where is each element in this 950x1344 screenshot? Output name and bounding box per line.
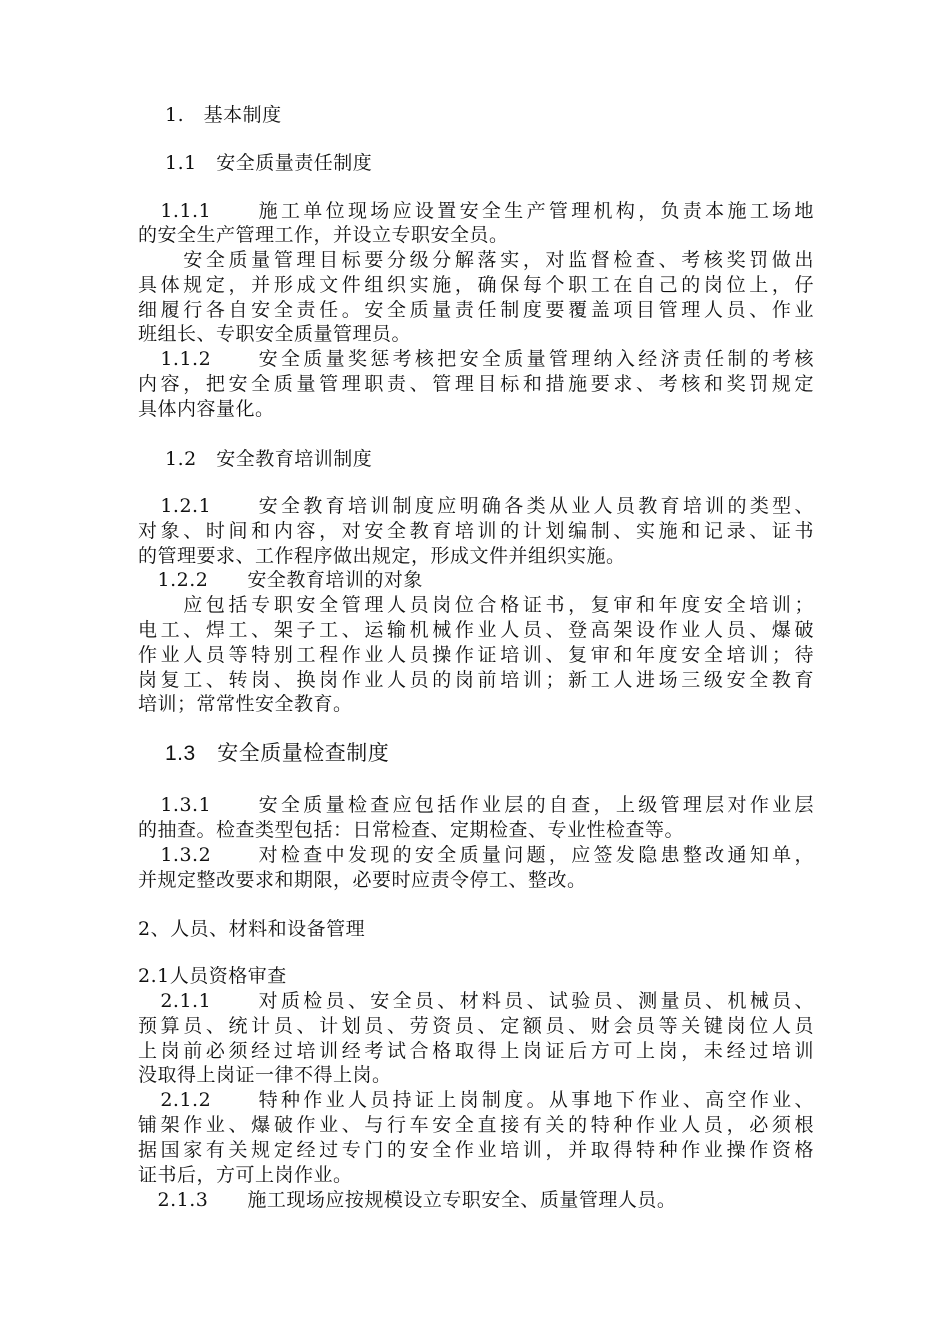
paragraph-1-3-2-line-2: 并规定整改要求和期限，必要时应责令停工、整改。 xyxy=(138,869,587,891)
paragraph-2-1-2-line-3: 据国家有关规定经过专门的安全作业培训，并取得特种作业操作资格 xyxy=(138,1139,814,1161)
paragraph-1-2-1-line-3: 的管理要求、工作程序做出规定，形成文件并组织实施。 xyxy=(138,545,626,567)
section-2-1-heading: 2.1人员资格审查 xyxy=(138,965,287,987)
paragraph-2-1-2-line-1: 2.1.2 特种作业人员持证上岗制度。从事地下作业、高空作业、 xyxy=(138,1089,814,1111)
paragraph-1-1-2-line-3: 具体内容量化。 xyxy=(138,398,275,420)
paragraph-1-2-2b-line-2: 电工、焊工、架子工、运输机械作业人员、登高架设作业人员、爆破 xyxy=(138,619,814,641)
paragraph-1-2-2-line-1: 1.2.2 安全教育培训的对象 xyxy=(138,569,423,591)
paragraph-2-1-2-line-2: 铺架作业、爆破作业、与行车安全直接有关的特种作业人员，必须根 xyxy=(138,1114,814,1136)
paragraph-2-1-1-line-4: 没取得上岗证一律不得上岗。 xyxy=(138,1064,392,1086)
paragraph-2-1-1-line-2: 预算员、统计员、计划员、劳资员、定额员、财会员等关键岗位人员 xyxy=(138,1015,814,1037)
paragraph-1-1-1b-line-3: 细履行各自安全责任。安全质量责任制度要覆盖项目管理人员、作业 xyxy=(138,299,814,321)
paragraph-1-1-1-line-1: 1.1.1 施工单位现场应设置安全生产管理机构，负责本施工场地 xyxy=(138,200,814,222)
paragraph-1-2-1-line-2: 对象、时间和内容，对安全教育培训的计划编制、实施和记录、证书 xyxy=(138,520,814,542)
paragraph-1-2-2b-line-5: 培训；常常性安全教育。 xyxy=(138,693,353,715)
paragraph-1-1-1b-line-1: 安全质量管理目标要分级分解落实，对监督检查、考核奖罚做出 xyxy=(138,249,814,271)
paragraph-2-1-1-line-1: 2.1.1 对质检员、安全员、材料员、试验员、测量员、机械员、 xyxy=(138,990,814,1012)
paragraph-1-1-1b-line-4: 班组长、专职安全质量管理员。 xyxy=(138,323,412,345)
section-1-heading: 1. 基本制度 xyxy=(165,104,282,126)
paragraph-1-3-1-line-2: 的抽查。检查类型包括：日常检查、定期检查、专业性检查等。 xyxy=(138,819,685,841)
paragraph-1-1-2-line-2: 内容，把安全质量管理职责、管理目标和措施要求、考核和奖罚规定 xyxy=(138,373,814,395)
paragraph-1-1-1b-line-2: 具体规定，并形成文件组织实施，确保每个职工在自己的岗位上，仔 xyxy=(138,274,814,296)
paragraph-2-1-1-line-3: 上岗前必须经过培训经考试合格取得上岗证后方可上岗，未经过培训 xyxy=(138,1040,814,1062)
section-1-3-heading: 1.3 安全质量检查制度 xyxy=(165,742,390,765)
paragraph-1-1-1-line-2: 的安全生产管理工作，并设立专职安全员。 xyxy=(138,224,509,246)
paragraph-1-2-1-line-1: 1.2.1 安全教育培训制度应明确各类从业人员教育培训的类型、 xyxy=(138,495,814,517)
paragraph-1-1-2-line-1: 1.1.2 安全质量奖惩考核把安全质量管理纳入经济责任制的考核 xyxy=(138,348,814,370)
paragraph-1-3-1-line-1: 1.3.1 安全质量检查应包括作业层的自查，上级管理层对作业层 xyxy=(138,794,814,816)
section-1-2-heading: 1.2 安全教育培训制度 xyxy=(165,448,373,470)
section-1-1-heading: 1.1 安全质量责任制度 xyxy=(165,152,373,174)
paragraph-2-1-3-line-1: 2.1.3 施工现场应按规模设立专职安全、质量管理人员。 xyxy=(138,1189,677,1211)
paragraph-1-3-2-line-1: 1.3.2 对检查中发现的安全质量问题，应签发隐患整改通知单， xyxy=(138,844,814,866)
paragraph-1-2-2b-line-1: 应包括专职安全管理人员岗位合格证书，复审和年度安全培训； xyxy=(138,594,814,616)
paragraph-1-2-2b-line-4: 岗复工、转岗、换岗作业人员的岗前培训；新工人进场三级安全教育 xyxy=(138,669,814,691)
section-2-heading: 2、人员、材料和设备管理 xyxy=(138,918,366,940)
paragraph-2-1-2-line-4: 证书后，方可上岗作业。 xyxy=(138,1164,353,1186)
paragraph-1-2-2b-line-3: 作业人员等特别工程作业人员操作证培训、复审和年度安全培训；待 xyxy=(138,644,814,666)
